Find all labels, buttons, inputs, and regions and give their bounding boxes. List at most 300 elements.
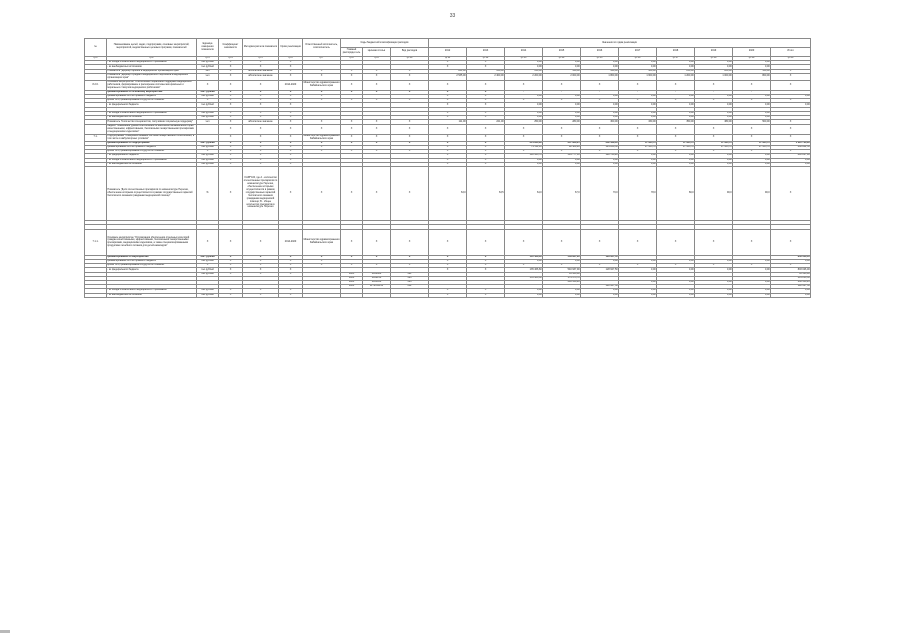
table-cell: Х (543, 150, 581, 154)
table-cell: % (197, 166, 219, 220)
table-cell: 647 966,25 (543, 141, 581, 145)
table-row (85, 293, 811, 297)
table-cell: 80,0 (657, 166, 695, 220)
row-name-cell: Основное мероприятие "Оптимизация обеспечения отдельных категорий граждан качественными, эффективными, безопасными лекарственными препаратами, медицинскими изделиями, а также специализированными продуктами лечебного питания для детей-инвалидов" (107, 229, 197, 255)
table-cell: Х (429, 293, 467, 297)
table-cell: Х (543, 99, 581, 103)
table-cell: Х (543, 124, 581, 134)
table-cell: 296 418,20 (543, 280, 581, 284)
table-cell: Х (695, 264, 733, 268)
table-cell: Х (197, 80, 219, 90)
table-cell (341, 293, 363, 297)
table-cell: 135 466,60 (505, 276, 543, 280)
table-cell: Х (467, 80, 505, 90)
table-cell: Х (429, 150, 467, 154)
table-cell: тыс.рублей (197, 116, 219, 120)
program-funding-table (84, 38, 811, 298)
table-cell: Х (619, 150, 657, 154)
table-cell: Х (657, 80, 695, 90)
table-cell: Х (771, 124, 811, 134)
table-cell: 0,00 (619, 280, 657, 284)
table-cell: Х (219, 61, 243, 65)
table-cell: Х (733, 134, 771, 141)
table-cell: Х (279, 166, 303, 220)
table-cell: тыс. рублей (197, 90, 219, 94)
column-number: гр.10 (391, 56, 429, 61)
table-cell: Х (429, 145, 467, 149)
table-cell: Х (581, 134, 619, 141)
table-cell: Х (429, 134, 467, 141)
table-row (85, 73, 811, 80)
row-number-cell (85, 293, 107, 297)
column-number: гр.17 (657, 56, 695, 61)
row-name-cell: Задача "Повышение уровня обеспеченности населения Забайкальского края качественными, эффективными, безопасными лекарственными препаратами и медицинскими изделиями" (107, 124, 197, 134)
table-cell: Х (391, 229, 429, 255)
table-cell: Х (733, 229, 771, 255)
row-number-cell: 8.2.6. (85, 80, 107, 90)
table-cell: 380,00 (695, 120, 733, 124)
table-cell: Х (771, 150, 811, 154)
table-cell: Х (429, 260, 467, 264)
table-cell: 410,00 (581, 69, 619, 73)
table-cell: Х (733, 150, 771, 154)
table-cell: 0,00 (619, 260, 657, 264)
table-cell: 0,00 (657, 162, 695, 166)
table-cell: Х (243, 134, 279, 141)
table-cell: 0,00 (695, 103, 733, 107)
table-cell: Х (391, 80, 429, 90)
table-cell: 65 326,90 (771, 272, 811, 276)
table-cell (303, 293, 341, 297)
table-cell: Х (467, 158, 505, 162)
table-cell: Х (429, 162, 467, 166)
table-cell: 0,00 (733, 268, 771, 272)
table-cell: Х (429, 65, 467, 69)
table-cell: Х (219, 112, 243, 116)
table-cell: Х (771, 134, 811, 141)
table-cell: 0,00 (581, 158, 619, 162)
table-cell: Х (341, 69, 363, 73)
table-cell: Х (279, 158, 303, 162)
header-gl: Главный распоряди-тель (341, 48, 363, 56)
table-cell: Х (695, 80, 733, 90)
table-cell: 0,00 (657, 116, 695, 120)
table-cell: 0,00 (619, 293, 657, 297)
header-num: № (85, 39, 107, 57)
table-cell: 63,0 (429, 166, 467, 220)
table-cell: Х (429, 95, 467, 99)
table-cell: 549 777,10 (543, 154, 581, 158)
table-cell: 0,00 (771, 95, 811, 99)
table-cell: 0,00 (543, 158, 581, 162)
table-cell: 0,00 (695, 112, 733, 116)
table-cell: 2 400,00 (467, 73, 505, 80)
table-cell: Х (303, 73, 341, 80)
table-cell: Х (657, 150, 695, 154)
table-cell: 98 189,20 (543, 145, 581, 149)
table-cell: 0,00 (619, 162, 657, 166)
table-cell: Х (279, 61, 303, 65)
table-cell: 500,00 (733, 120, 771, 124)
table-cell: 0,00 (505, 260, 543, 264)
table-cell: Х (341, 120, 363, 124)
table-cell: тыс.рублей (197, 158, 219, 162)
table-cell: Х (279, 264, 303, 268)
table-cell: Х (303, 264, 341, 268)
table-cell: 214 834,80 (505, 141, 543, 145)
table-cell: - (733, 90, 771, 94)
table-cell: Х (363, 264, 391, 268)
table-cell: 4852150 (363, 276, 391, 280)
header-budget-codes: Коды бюджетной классификации расходов (341, 39, 429, 48)
header-year-2013: 2013 (467, 48, 505, 56)
table-cell: Х (219, 80, 243, 90)
table-cell: 2014-2020 (279, 80, 303, 90)
table-cell: Х (219, 145, 243, 149)
table-cell: 296 418,20 (771, 280, 811, 284)
table-cell: Х (657, 264, 695, 268)
table-cell: Х (243, 158, 279, 162)
table-cell: Х (243, 99, 279, 103)
table-cell: 350,00 (657, 120, 695, 124)
table-cell: тыс.рублей (197, 95, 219, 99)
table-cell: Х (429, 158, 467, 162)
table-cell: 610,00 (505, 69, 543, 73)
table-cell: тыс. рублей (197, 141, 219, 145)
header-year-2014: 2014 (505, 48, 543, 56)
table-cell: Х (243, 61, 279, 65)
table-cell: Х (279, 112, 303, 116)
table-cell: Х (467, 145, 505, 149)
header-coef: Коэффициент значимости (219, 39, 243, 57)
table-cell: Х (543, 229, 581, 255)
table-cell: Х (657, 229, 695, 255)
row-name-cell: - из внебюджетных источников (107, 293, 197, 297)
column-number: гр.3 (197, 56, 219, 61)
table-cell: 0,00 (733, 65, 771, 69)
table-cell: 0,00 (581, 95, 619, 99)
row-name-cell: финансирование за счет краевого бюджета (107, 145, 197, 149)
table-cell: 0,00 (619, 268, 657, 272)
table-cell: Х (219, 255, 243, 259)
table-cell: Х (341, 166, 363, 220)
table-cell: 0,00 (581, 162, 619, 166)
table-cell: Х (219, 103, 243, 107)
column-number: гр.4 (219, 56, 243, 61)
table-body (85, 61, 811, 297)
header-year-2017: 2017 (619, 48, 657, 56)
table-cell: Х (219, 134, 243, 141)
table-cell: 0,00 (771, 103, 811, 107)
table-cell: Х (771, 229, 811, 255)
table-cell: Х (733, 124, 771, 134)
table-cell: 1003 (341, 285, 363, 289)
table-cell: Х (543, 264, 581, 268)
table-cell: Х (695, 124, 733, 134)
table-cell: Х (219, 260, 243, 264)
table-cell: 0,00 (771, 293, 811, 297)
table-cell: 0,00 (657, 103, 695, 107)
row-name-cell: финансирование по мероприятию (107, 255, 197, 259)
table-cell: 280,00 (543, 120, 581, 124)
table-cell: Х (243, 293, 279, 297)
table-cell: 0,00 (657, 112, 695, 116)
table-cell: тыс.рублей (197, 289, 219, 293)
table-cell: Х (243, 124, 279, 134)
table-cell: Х (243, 141, 279, 145)
table-cell: абсолютное значение (243, 73, 279, 80)
table-cell: Х (467, 293, 505, 297)
table-cell: 0,00 (581, 260, 619, 264)
table-cell: 0,00 (581, 112, 619, 116)
table-cell: Х (505, 80, 543, 90)
table-cell: Х (219, 65, 243, 69)
table-cell: 1 800,00 (581, 73, 619, 80)
table-row (85, 134, 811, 141)
table-cell: Х (363, 99, 391, 103)
table-cell: Х (391, 69, 429, 73)
table-cell: 330,00 (619, 120, 657, 124)
table-cell: Х (219, 69, 243, 73)
table-cell: 0,00 (733, 158, 771, 162)
table-cell: 0,00 (543, 95, 581, 99)
table-cell: Х (363, 166, 391, 220)
table-cell: Х (219, 268, 243, 272)
table-cell: Х (429, 229, 467, 255)
table-cell: Х (243, 162, 279, 166)
table-cell: Х (429, 289, 467, 293)
table-cell: 179 375,70 (543, 276, 581, 280)
table-cell: 47 335,70 (695, 145, 733, 149)
table-cell: Х (429, 116, 467, 120)
table-cell: 0,00 (733, 260, 771, 264)
table-cell: Х (581, 80, 619, 90)
table-cell: 2 000,00 (543, 73, 581, 80)
column-number: гр.1 (85, 56, 107, 61)
table-cell: Х (279, 90, 303, 94)
table-cell: Х (467, 103, 505, 107)
header-year-2019: 2019 (695, 48, 733, 56)
table-cell: 0,00 (695, 158, 733, 162)
table-cell: Х (429, 124, 467, 134)
table-cell: 2 535,00 (429, 73, 467, 80)
column-number: гр.14 (543, 56, 581, 61)
table-cell: Х (581, 150, 619, 154)
table-cell: тыс.рублей (197, 293, 219, 297)
table-cell: Х (771, 99, 811, 103)
table-cell: Х (279, 120, 303, 124)
table-cell: 0,00 (619, 154, 657, 158)
table-cell: Х (619, 134, 657, 141)
table-cell: 0,00 (505, 293, 543, 297)
table-cell: 0,00 (543, 116, 581, 120)
table-cell: 0,00 (505, 116, 543, 120)
table-cell: Х (619, 99, 657, 103)
table-cell: 800,00 (733, 73, 771, 80)
table-cell: Х (695, 229, 733, 255)
table-cell: Х (657, 99, 695, 103)
table-cell: 0,00 (657, 154, 695, 158)
table-cell: Х (341, 80, 363, 90)
table-cell: Х (219, 124, 243, 134)
table-cell: 0,00 (505, 112, 543, 116)
page-number: 33 (449, 13, 456, 19)
table-cell: 0,00 (505, 289, 543, 293)
table-cell: 0,00 (695, 268, 733, 272)
row-name-cell: финансирование за счет краевого бюджета (107, 260, 197, 264)
table-cell: Х (467, 134, 505, 141)
table-cell: 0,00 (733, 116, 771, 120)
table-cell: 0,00 (619, 289, 657, 293)
table-cell: Х (467, 116, 505, 120)
table-cell: 0,00 (543, 260, 581, 264)
table-cell: 0,00 (733, 154, 771, 158)
table-cell: 250,00 (505, 120, 543, 124)
table-cell: 0,00 (695, 61, 733, 65)
header-unit: Единица измерения показателя (197, 39, 219, 57)
table-cell: 1005 (341, 272, 363, 276)
table-cell: 64,0 (505, 166, 543, 220)
table-cell: 0,00 (581, 65, 619, 69)
table-cell: 0,00 (771, 289, 811, 293)
row-name-cell: Показатель "Количество специалистов, получивших социальную поддержку" (107, 120, 197, 124)
table-cell: Х (391, 73, 429, 80)
table-cell: - (619, 90, 657, 94)
table-cell: Х (467, 268, 505, 272)
table-cell: 0,00 (733, 61, 771, 65)
table-cell: Х (243, 272, 279, 276)
column-number: гр.9 (363, 56, 391, 61)
table-cell: 0,00 (619, 61, 657, 65)
table-cell: 140 323,70 (505, 154, 543, 158)
table-cell: чел (197, 120, 219, 124)
header-period: Сроки реализации (279, 39, 303, 57)
table-cell: Х (279, 116, 303, 120)
table-cell: тыс.рублей (197, 154, 219, 158)
table-cell: Х (219, 73, 243, 80)
table-cell: Х (391, 124, 429, 134)
table-cell: 0,00 (505, 158, 543, 162)
table-cell: 323 (391, 280, 429, 284)
table-cell: Х (771, 73, 811, 80)
column-number: гр.20 (771, 56, 811, 61)
table-cell: Х (243, 90, 279, 94)
table-cell: 0,00 (619, 116, 657, 120)
table-cell: Х (219, 158, 243, 162)
table-cell: 74 511,10 (505, 145, 543, 149)
table-cell: - (695, 90, 733, 94)
table-cell: Х (657, 124, 695, 134)
table-cell: Х (391, 166, 429, 220)
table-cell: Х (243, 103, 279, 107)
row-number-cell: 7.1.1. (85, 229, 107, 255)
row-name-cell: Подпрограмма "Совершенствование системы лекарственного обеспечения, в том числе в амбулаторных условиях" (107, 134, 197, 141)
table-cell: Х (303, 145, 341, 149)
table-cell: 0,00 (657, 95, 695, 99)
table-cell: Х (581, 99, 619, 103)
table-cell: Х (771, 69, 811, 73)
table-cell: 3172315151 (363, 285, 391, 289)
table-cell: Х (467, 65, 505, 69)
table-cell: Х (243, 260, 279, 264)
table-cell: Х (279, 272, 303, 276)
table-cell: Х (219, 162, 243, 166)
row-number-cell (85, 124, 107, 134)
table-cell: 1003 (341, 276, 363, 280)
table-cell: Х (467, 150, 505, 154)
table-cell: 150,00 (733, 69, 771, 73)
table-cell: 0,00 (619, 103, 657, 107)
table-cell: Х (467, 90, 505, 94)
row-name-cell: - из Фонда обязательного медицинского страхования (107, 289, 197, 293)
table-cell: Х (243, 80, 279, 90)
table-cell: Х (279, 99, 303, 103)
table-cell: 128 627,50 (581, 285, 619, 289)
table-cell: Х (505, 134, 543, 141)
table-cell: Х (243, 95, 279, 99)
row-name-cell: кроме того, финансирование из других источников: (107, 264, 197, 268)
table-cell: Х (429, 112, 467, 116)
table-cell: Х (391, 99, 429, 103)
table-cell: 841,00 (429, 69, 467, 73)
table-cell: Х (197, 264, 219, 268)
table-cell: Х (219, 293, 243, 297)
table-cell: тыс.рублей (197, 65, 219, 69)
program-table-wrapper (84, 38, 810, 298)
table-cell: 47 335,70 (657, 145, 695, 149)
table-cell: тыс.рублей (197, 272, 219, 276)
table-cell: Х (505, 124, 543, 134)
table-cell: 1003 (341, 280, 363, 284)
table-cell: Х (303, 124, 341, 134)
table-cell: Х (243, 112, 279, 116)
table-cell: Х (279, 145, 303, 149)
table-cell: 90,0 (695, 166, 733, 220)
table-cell: Х (303, 141, 341, 145)
table-cell: Х (279, 124, 303, 134)
table-cell: Х (505, 229, 543, 255)
table-cell: 128 728,20 (581, 154, 619, 158)
table-cell: 0,00 (733, 289, 771, 293)
table-cell: Х (695, 150, 733, 154)
table-cell: Х (303, 255, 341, 259)
row-name-cell: - из федерального бюджета (107, 103, 197, 107)
table-cell: Х (467, 99, 505, 103)
table-cell: Х (279, 134, 303, 141)
table-cell: Х (243, 289, 279, 293)
table-cell: 47 335,70 (657, 141, 695, 145)
table-cell: Министерство здравоохранения Забайкальского края (303, 134, 340, 140)
table-cell: Х (695, 99, 733, 103)
table-cell: Х (429, 141, 467, 145)
table-cell: Х (733, 264, 771, 268)
table-cell: Х (243, 229, 279, 255)
table-cell: 540 937,90 (543, 268, 581, 272)
table-cell: 0,00 (771, 260, 811, 264)
table-cell: Министерство здравоохранения Забайкальского края (303, 229, 341, 255)
table-cell: 0,00 (657, 293, 695, 297)
table-cell: 658,00 (467, 69, 505, 73)
table-cell: 486 882,50 (771, 145, 811, 149)
header-year-2020: 2020 (733, 48, 771, 56)
table-cell: 0,00 (695, 116, 733, 120)
row-number-cell (85, 166, 107, 220)
table-cell: 0,00 (581, 289, 619, 293)
table-cell: 65 326,90 (543, 272, 581, 276)
column-number: гр.6 (279, 56, 303, 61)
row-name-cell: финансирование по подпрограмме (107, 141, 197, 145)
table-cell: 612 (391, 285, 429, 289)
